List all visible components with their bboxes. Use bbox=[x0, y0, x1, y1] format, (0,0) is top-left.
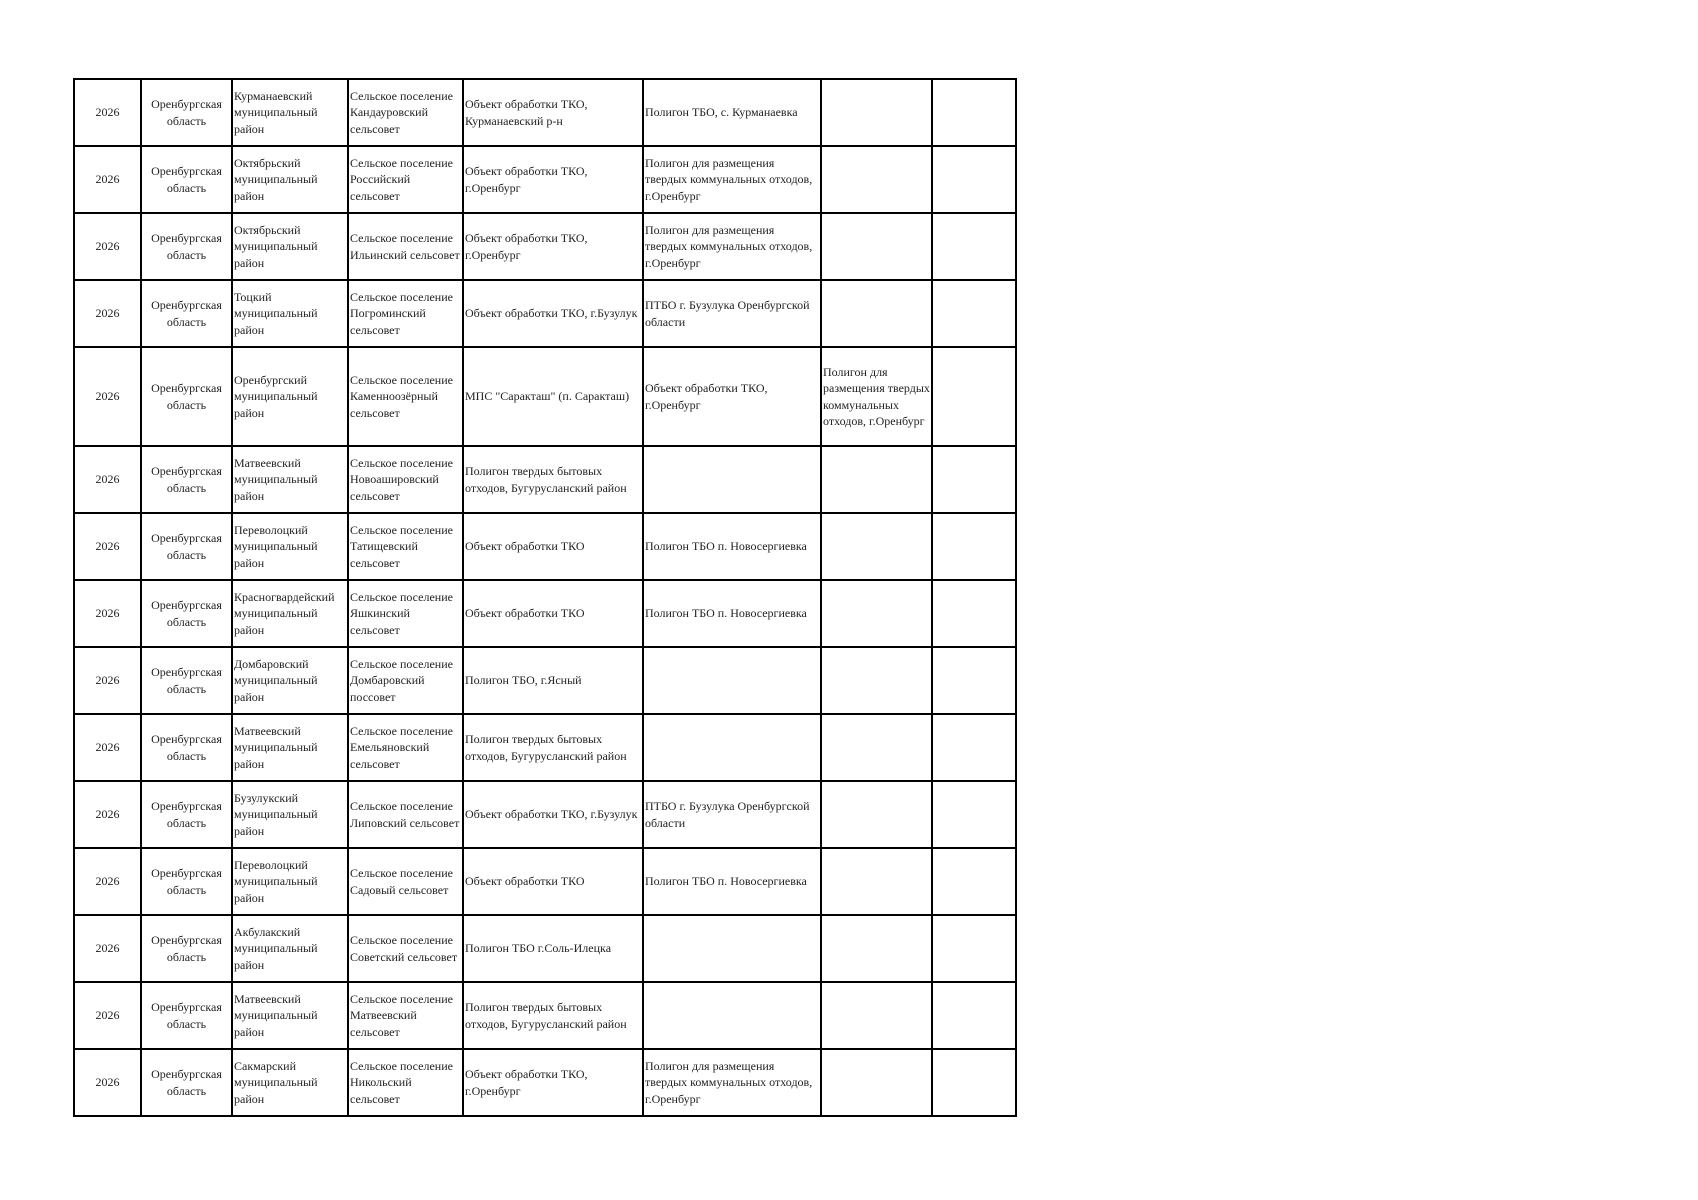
disposal-facility-cell: Полигон ТБО, с. Курманаевка bbox=[643, 79, 821, 146]
processing-facility-cell: Объект обработки ТКО, г.Оренбург bbox=[463, 1049, 643, 1116]
processing-facility-cell: Объект обработки ТКО, г.Оренбург bbox=[463, 213, 643, 280]
settlement-cell: Сельское поселение Матвеевский сельсовет bbox=[348, 982, 463, 1049]
settlement-cell: Сельское поселение Татищевский сельсовет bbox=[348, 513, 463, 580]
district-cell: Переволоцкий муниципальный район bbox=[232, 513, 348, 580]
extra-facility-cell bbox=[821, 79, 932, 146]
disposal-facility-cell bbox=[643, 446, 821, 513]
extra-facility-cell bbox=[821, 714, 932, 781]
blank-cell bbox=[932, 79, 1016, 146]
region-cell: Оренбургская область bbox=[141, 1049, 232, 1116]
table-row bbox=[74, 647, 1016, 714]
extra-facility-cell bbox=[821, 781, 932, 848]
extra-facility-cell bbox=[821, 848, 932, 915]
waste-routing-table bbox=[73, 78, 1017, 1117]
district-cell: Тоцкий муниципальный район bbox=[232, 280, 348, 347]
district-cell: Сакмарский муниципальный район bbox=[232, 1049, 348, 1116]
region-cell: Оренбургская область bbox=[141, 848, 232, 915]
year-cell: 2026 bbox=[74, 781, 141, 848]
settlement-cell: Сельское поселение Садовый сельсовет bbox=[348, 848, 463, 915]
table-row bbox=[74, 848, 1016, 915]
blank-cell bbox=[932, 647, 1016, 714]
settlement-cell: Сельское поселение Емельяновский сельсовет bbox=[348, 714, 463, 781]
district-cell: Октябрьский муниципальный район bbox=[232, 146, 348, 213]
extra-facility-cell bbox=[821, 915, 932, 982]
settlement-cell: Сельское поселение Домбаровский поссовет bbox=[348, 647, 463, 714]
settlement-cell: Сельское поселение Советский сельсовет bbox=[348, 915, 463, 982]
year-cell: 2026 bbox=[74, 580, 141, 647]
district-cell: Матвеевский муниципальный район bbox=[232, 714, 348, 781]
extra-facility-cell bbox=[821, 513, 932, 580]
processing-facility-cell: Полигон ТБО г.Соль-Илецка bbox=[463, 915, 643, 982]
year-cell: 2026 bbox=[74, 146, 141, 213]
extra-facility-cell bbox=[821, 982, 932, 1049]
district-cell: Матвеевский муниципальный район bbox=[232, 446, 348, 513]
region-cell: Оренбургская область bbox=[141, 982, 232, 1049]
disposal-facility-cell: Полигон ТБО п. Новосергиевка bbox=[643, 513, 821, 580]
district-cell: Курманаевский муниципальный район bbox=[232, 79, 348, 146]
extra-facility-cell bbox=[821, 446, 932, 513]
district-cell: Матвеевский муниципальный район bbox=[232, 982, 348, 1049]
settlement-cell: Сельское поселение Яшкинский сельсовет bbox=[348, 580, 463, 647]
processing-facility-cell: Полигон твердых бытовых отходов, Бугурусланский район bbox=[463, 982, 643, 1049]
region-cell: Оренбургская область bbox=[141, 580, 232, 647]
blank-cell bbox=[932, 213, 1016, 280]
blank-cell bbox=[932, 982, 1016, 1049]
year-cell: 2026 bbox=[74, 280, 141, 347]
disposal-facility-cell: Полигон для размещения твердых коммунальных отходов, г.Оренбург bbox=[643, 146, 821, 213]
table-row bbox=[74, 347, 1016, 446]
processing-facility-cell: Объект обработки ТКО, Курманаевский р-н bbox=[463, 79, 643, 146]
region-cell: Оренбургская область bbox=[141, 446, 232, 513]
blank-cell bbox=[932, 347, 1016, 446]
extra-facility-cell bbox=[821, 146, 932, 213]
year-cell: 2026 bbox=[74, 1049, 141, 1116]
settlement-cell: Сельское поселение Никольский сельсовет bbox=[348, 1049, 463, 1116]
settlement-cell: Сельское поселение Новоаширoвский сельсовет bbox=[348, 446, 463, 513]
year-cell: 2026 bbox=[74, 647, 141, 714]
year-cell: 2026 bbox=[74, 982, 141, 1049]
processing-facility-cell: Полигон твердых бытовых отходов, Бугурусланский район bbox=[463, 446, 643, 513]
processing-facility-cell: Полигон твердых бытовых отходов, Бугурусланский район bbox=[463, 714, 643, 781]
processing-facility-cell: Объект обработки ТКО bbox=[463, 513, 643, 580]
blank-cell bbox=[932, 580, 1016, 647]
disposal-facility-cell: ПТБО г. Бузулука Оренбургской области bbox=[643, 781, 821, 848]
table-row bbox=[74, 213, 1016, 280]
extra-facility-cell: Полигон для размещения твердых коммунальных отходов, г.Оренбург bbox=[821, 347, 932, 446]
extra-facility-cell bbox=[821, 280, 932, 347]
settlement-cell: Сельское поселение Кандауровский сельсовет bbox=[348, 79, 463, 146]
extra-facility-cell bbox=[821, 1049, 932, 1116]
year-cell: 2026 bbox=[74, 848, 141, 915]
disposal-facility-cell: Полигон для размещения твердых коммунальных отходов, г.Оренбург bbox=[643, 1049, 821, 1116]
table-row bbox=[74, 446, 1016, 513]
table-row bbox=[74, 781, 1016, 848]
region-cell: Оренбургская область bbox=[141, 647, 232, 714]
region-cell: Оренбургская область bbox=[141, 513, 232, 580]
document-sheet bbox=[73, 78, 1017, 1117]
region-cell: Оренбургская область bbox=[141, 146, 232, 213]
table-row bbox=[74, 513, 1016, 580]
district-cell: Домбаровский муниципальный район bbox=[232, 647, 348, 714]
blank-cell bbox=[932, 280, 1016, 347]
blank-cell bbox=[932, 848, 1016, 915]
district-cell: Красногвардейский муниципальный район bbox=[232, 580, 348, 647]
year-cell: 2026 bbox=[74, 915, 141, 982]
year-cell: 2026 bbox=[74, 79, 141, 146]
table-row bbox=[74, 915, 1016, 982]
settlement-cell: Сельское поселение Липовский сельсовет bbox=[348, 781, 463, 848]
table-row bbox=[74, 79, 1016, 146]
disposal-facility-cell: Полигон ТБО п. Новосергиевка bbox=[643, 580, 821, 647]
blank-cell bbox=[932, 146, 1016, 213]
blank-cell bbox=[932, 513, 1016, 580]
region-cell: Оренбургская область bbox=[141, 714, 232, 781]
region-cell: Оренбургская область bbox=[141, 79, 232, 146]
district-cell: Акбулакский муниципальный район bbox=[232, 915, 348, 982]
disposal-facility-cell: Объект обработки ТКО, г.Оренбург bbox=[643, 347, 821, 446]
processing-facility-cell: Объект обработки ТКО, г.Бузулук bbox=[463, 280, 643, 347]
year-cell: 2026 bbox=[74, 213, 141, 280]
district-cell: Оренбургский муниципальный район bbox=[232, 347, 348, 446]
year-cell: 2026 bbox=[74, 347, 141, 446]
processing-facility-cell: МПС "Саракташ" (п. Саракташ) bbox=[463, 347, 643, 446]
table-row bbox=[74, 580, 1016, 647]
district-cell: Переволоцкий муниципальный район bbox=[232, 848, 348, 915]
disposal-facility-cell bbox=[643, 647, 821, 714]
district-cell: Бузулукский муниципальный район bbox=[232, 781, 348, 848]
extra-facility-cell bbox=[821, 647, 932, 714]
table-row bbox=[74, 280, 1016, 347]
table-row bbox=[74, 146, 1016, 213]
year-cell: 2026 bbox=[74, 714, 141, 781]
disposal-facility-cell bbox=[643, 915, 821, 982]
settlement-cell: Сельское поселение Погроминский сельсовет bbox=[348, 280, 463, 347]
extra-facility-cell bbox=[821, 213, 932, 280]
blank-cell bbox=[932, 1049, 1016, 1116]
settlement-cell: Сельское поселение Российский сельсовет bbox=[348, 146, 463, 213]
region-cell: Оренбургская область bbox=[141, 213, 232, 280]
blank-cell bbox=[932, 714, 1016, 781]
district-cell: Октябрьский муниципальный район bbox=[232, 213, 348, 280]
disposal-facility-cell: ПТБО г. Бузулука Оренбургской области bbox=[643, 280, 821, 347]
year-cell: 2026 bbox=[74, 446, 141, 513]
processing-facility-cell: Объект обработки ТКО bbox=[463, 848, 643, 915]
region-cell: Оренбургская область bbox=[141, 781, 232, 848]
processing-facility-cell: Полигон ТБО, г.Ясный bbox=[463, 647, 643, 714]
disposal-facility-cell bbox=[643, 982, 821, 1049]
table-body bbox=[74, 79, 1016, 1116]
processing-facility-cell: Объект обработки ТКО bbox=[463, 580, 643, 647]
blank-cell bbox=[932, 446, 1016, 513]
extra-facility-cell bbox=[821, 580, 932, 647]
blank-cell bbox=[932, 915, 1016, 982]
table-row bbox=[74, 982, 1016, 1049]
processing-facility-cell: Объект обработки ТКО, г.Оренбург bbox=[463, 146, 643, 213]
settlement-cell: Сельское поселение Каменноозёрный сельсовет bbox=[348, 347, 463, 446]
blank-cell bbox=[932, 781, 1016, 848]
table-row bbox=[74, 714, 1016, 781]
region-cell: Оренбургская область bbox=[141, 280, 232, 347]
disposal-facility-cell: Полигон для размещения твердых коммунальных отходов, г.Оренбург bbox=[643, 213, 821, 280]
processing-facility-cell: Объект обработки ТКО, г.Бузулук bbox=[463, 781, 643, 848]
table-row bbox=[74, 1049, 1016, 1116]
year-cell: 2026 bbox=[74, 513, 141, 580]
settlement-cell: Сельское поселение Ильинский сельсовет bbox=[348, 213, 463, 280]
region-cell: Оренбургская область bbox=[141, 347, 232, 446]
region-cell: Оренбургская область bbox=[141, 915, 232, 982]
disposal-facility-cell: Полигон ТБО п. Новосергиевка bbox=[643, 848, 821, 915]
disposal-facility-cell bbox=[643, 714, 821, 781]
